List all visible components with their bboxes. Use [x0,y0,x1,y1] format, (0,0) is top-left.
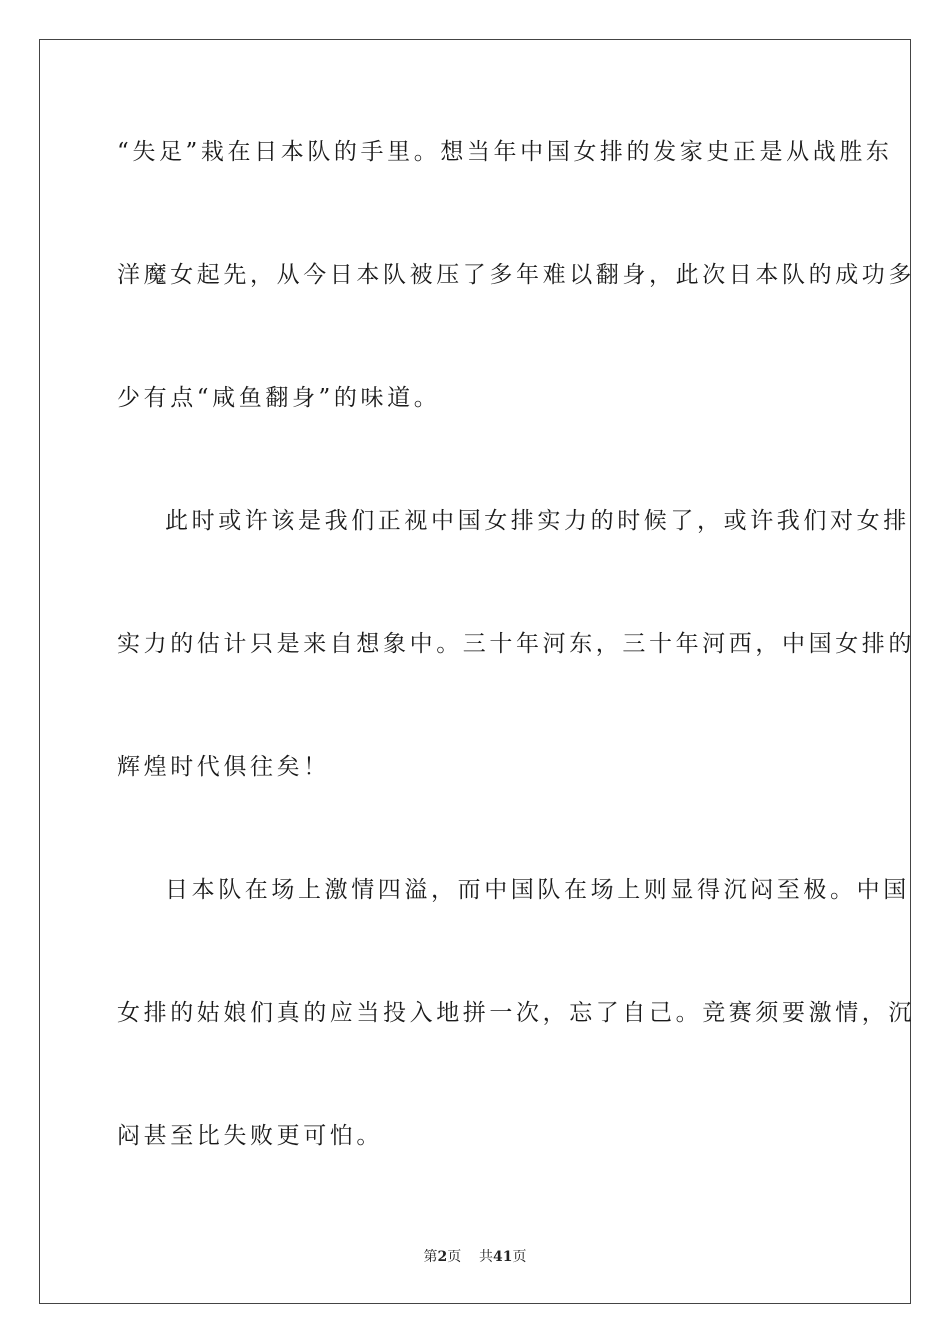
page-border [39,39,915,1304]
text-line: 日本队在场上激情四溢，而中国队在场上则显得沉闷至极。中国 [165,877,910,903]
text-line: 辉煌时代俱往矣！ [117,754,330,780]
total-suffix: 页 [512,1249,527,1265]
total-prefix: 共 [479,1249,494,1265]
text-line: 闷甚至比失败更可怕。 [117,1123,383,1149]
text-line: 少有点“咸鱼翻身”的味道。 [117,385,441,411]
text-line: 洋魔女起先，从今日本队被压了多年难以翻身，此次日本队的成功多 [117,262,915,288]
page-number: 2 [437,1249,448,1265]
text-line: “失足”栽在日本队的手里。想当年中国女排的发家史正是从战胜东 [117,139,893,165]
text-line: 实力的估计只是来自想象中。三十年河东，三十年河西，中国女排的 [117,631,915,657]
page-suffix: 页 [447,1249,462,1265]
page-footer [0,1246,950,1266]
total-pages: 41 [493,1249,513,1265]
text-line: 女排的姑娘们真的应当投入地拼一次，忘了自己。竞赛须要激情，沉 [117,1000,915,1026]
text-line: 此时或许该是我们正视中国女排实力的时候了，或许我们对女排 [165,508,910,534]
page-prefix: 第 [423,1249,438,1265]
